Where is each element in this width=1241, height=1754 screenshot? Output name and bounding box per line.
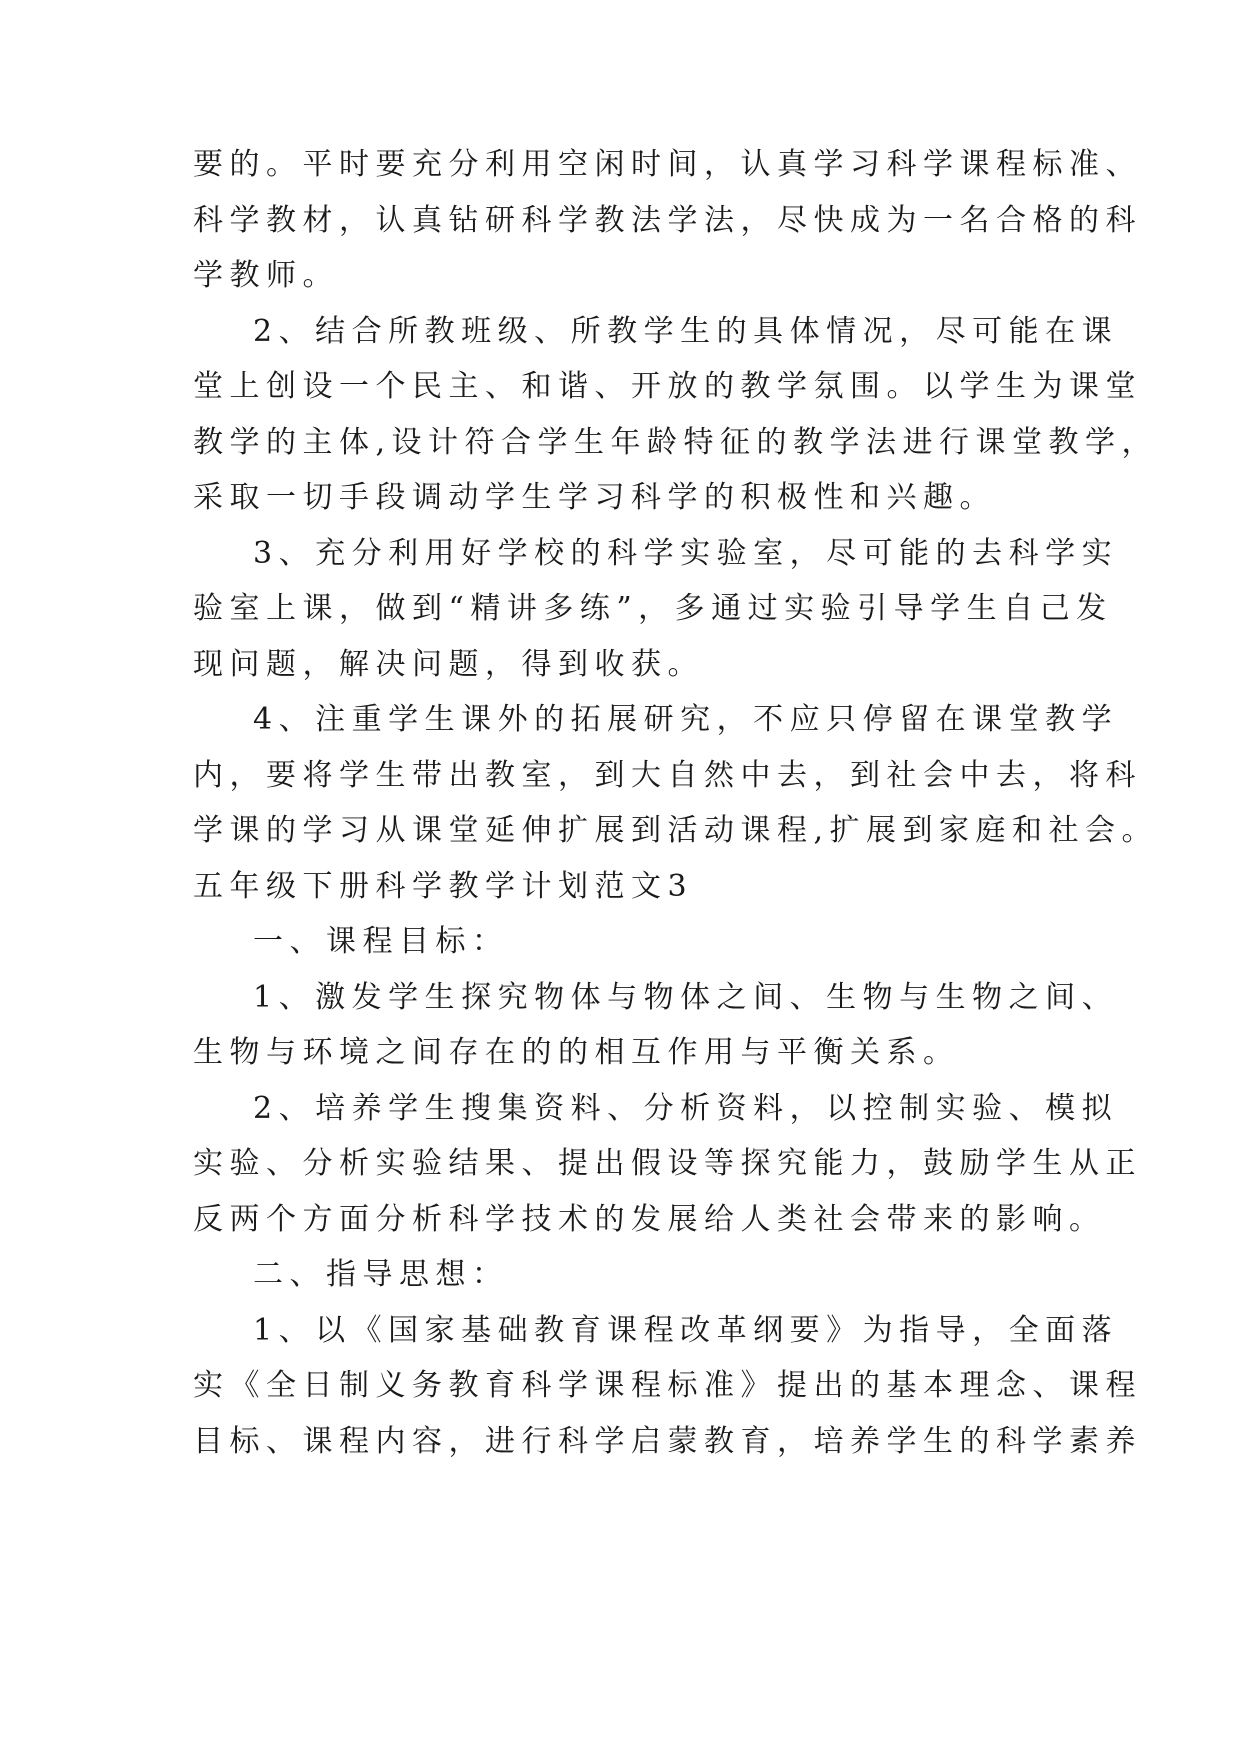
text-line: 要的。平时要充分利用空闲时间，认真学习科学课程标准、 <box>193 147 1142 182</box>
text-line: 4、注重学生课外的拓展研究，不应只停留在课堂教学 <box>253 702 1119 737</box>
text-line: 堂上创设一个民主、和谐、开放的教学氛围。以学生为课堂 <box>193 369 1142 404</box>
text-line: 验室上课，做到“精讲多练”，多通过实验引导学生自己发 <box>193 591 1113 626</box>
text-line: 实验、分析实验结果、提出假设等探究能力，鼓励学生从正 <box>193 1146 1142 1181</box>
text-line: 目标、课程内容，进行科学启蒙教育，培养学生的科学素养 <box>193 1424 1142 1459</box>
section-heading: 五年级下册科学教学计划范文3 <box>193 869 694 904</box>
text-line: 实《全日制义务教育科学课程标准》提出的基本理念、课程 <box>193 1368 1142 1403</box>
text-line: 1、激发学生探究物体与物体之间、生物与生物之间、 <box>253 980 1119 1015</box>
text-line: 内，要将学生带出教室，到大自然中去，到社会中去，将科 <box>193 758 1142 793</box>
section-subheading: 二、指导思想： <box>253 1257 509 1292</box>
text-line: 3、充分利用好学校的科学实验室，尽可能的去科学实 <box>253 536 1119 571</box>
text-line: 学课的学习从课堂延伸扩展到活动课程,扩展到家庭和社会。 <box>193 813 1159 848</box>
text-line: 采取一切手段调动学生学习科学的积极性和兴趣。 <box>193 480 996 515</box>
text-line: 学教师。 <box>193 258 339 293</box>
text-line: 现问题，解决问题，得到收获。 <box>193 647 704 682</box>
text-line: 教学的主体,设计符合学生年龄特征的教学法进行课堂教学， <box>193 425 1159 460</box>
text-line: 反两个方面分析科学技术的发展给人类社会带来的影响。 <box>193 1202 1106 1237</box>
text-line: 1、以《国家基础教育课程改革纲要》为指导，全面落 <box>253 1313 1119 1348</box>
text-line: 2、培养学生搜集资料、分析资料，以控制实验、模拟 <box>253 1091 1119 1126</box>
text-line: 2、结合所教班级、所教学生的具体情况，尽可能在课 <box>253 314 1119 349</box>
text-line: 生物与环境之间存在的的相互作用与平衡关系。 <box>193 1035 960 1070</box>
text-line: 科学教材，认真钻研科学教法学法，尽快成为一名合格的科 <box>193 203 1142 238</box>
section-subheading: 一、课程目标： <box>253 924 509 959</box>
